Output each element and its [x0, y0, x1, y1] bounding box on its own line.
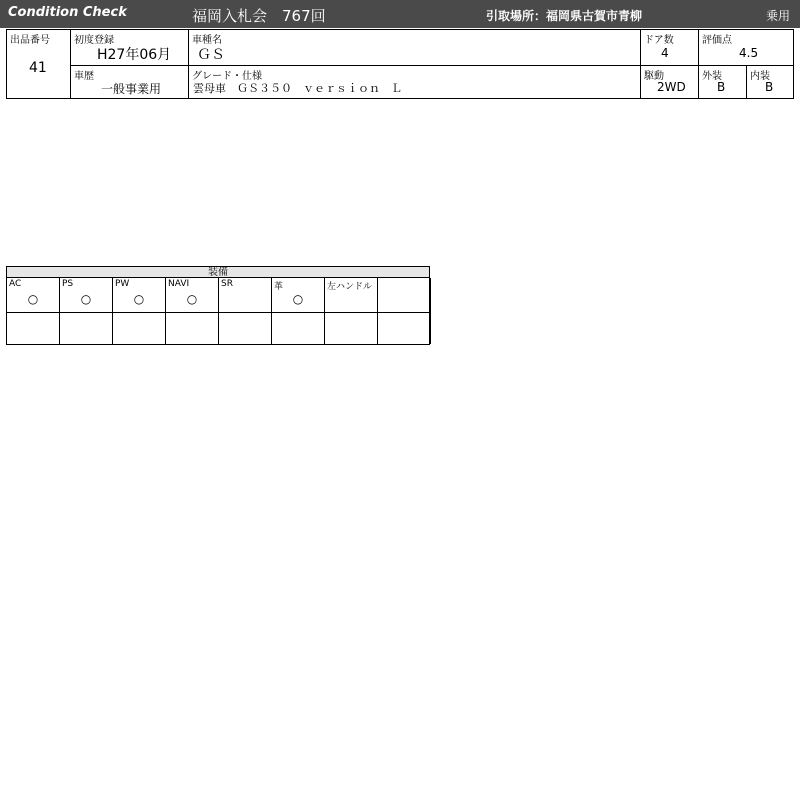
equipment-item-name: 革 [274, 282, 284, 292]
equipment-item [113, 278, 166, 344]
grade-value: 雲母車 ＧＳ３５０ ｖｅｒｓｉｏｎ Ｌ [193, 82, 402, 95]
history-cell: 車歴 一般事業用 [71, 66, 189, 99]
grade-cell: グレード・仕様 雲母車 ＧＳ３５０ ｖｅｒｓｉｏｎ Ｌ [189, 66, 641, 99]
equipment-title: 装備 [6, 266, 430, 278]
equipment-item-name: 左ハンドル [327, 282, 373, 292]
first-reg-value: H27年06月 [97, 47, 172, 63]
equipment-grid [6, 277, 430, 345]
score-cell: 評価点 4.5 [699, 30, 794, 66]
equipment-item [166, 278, 219, 344]
doors-cell: ドア数 4 [641, 30, 699, 66]
equipment-item-name: PS [62, 279, 74, 289]
vehicle-info-table [6, 29, 794, 99]
equipment-item-mark: ○ [292, 292, 304, 306]
usage-type: 乗用 [766, 9, 791, 23]
lot-value: 41 [29, 60, 47, 76]
equipment-item-name: AC [9, 279, 22, 289]
equipment-item-name: SR [221, 279, 233, 289]
drive-value: 2WD [657, 80, 686, 94]
auction-title: 福岡入札会 767回 [192, 7, 326, 25]
lot-cell: 出品番号 41 [7, 30, 71, 99]
pickup-location: 引取場所：福岡県古賀市青柳 [486, 9, 643, 23]
interior-cell: 内装 B [747, 66, 794, 99]
car-name-cell: 車種名 ＧＳ [189, 30, 641, 66]
equipment-item [7, 278, 60, 344]
equipment-item-mark: ○ [80, 292, 92, 306]
exterior-value: B [717, 80, 726, 94]
equipment-item-name: PW [115, 279, 130, 289]
equipment-item-mark: ○ [133, 292, 145, 306]
score-value: 4.5 [739, 46, 759, 60]
car-name-value: ＧＳ [197, 47, 225, 63]
interior-value: B [765, 80, 774, 94]
equipment-item-name: NAVI [168, 279, 190, 289]
first-reg-cell: 初度登録 H27年06月 [71, 30, 189, 66]
exterior-cell: 外装 B [699, 66, 747, 99]
equipment-item [272, 278, 325, 344]
equipment-item [378, 278, 431, 344]
equipment-item-mark: ○ [27, 292, 39, 306]
equipment-item [325, 278, 378, 344]
history-value: 一般事業用 [101, 82, 162, 96]
header-bar [0, 0, 800, 28]
equipment-item-mark: ○ [186, 292, 198, 306]
drive-cell: 駆動 2WD [641, 66, 699, 99]
brand-title: Condition Check [8, 5, 127, 20]
doors-value: 4 [661, 46, 669, 60]
equipment-item [219, 278, 272, 344]
equipment-item [60, 278, 113, 344]
